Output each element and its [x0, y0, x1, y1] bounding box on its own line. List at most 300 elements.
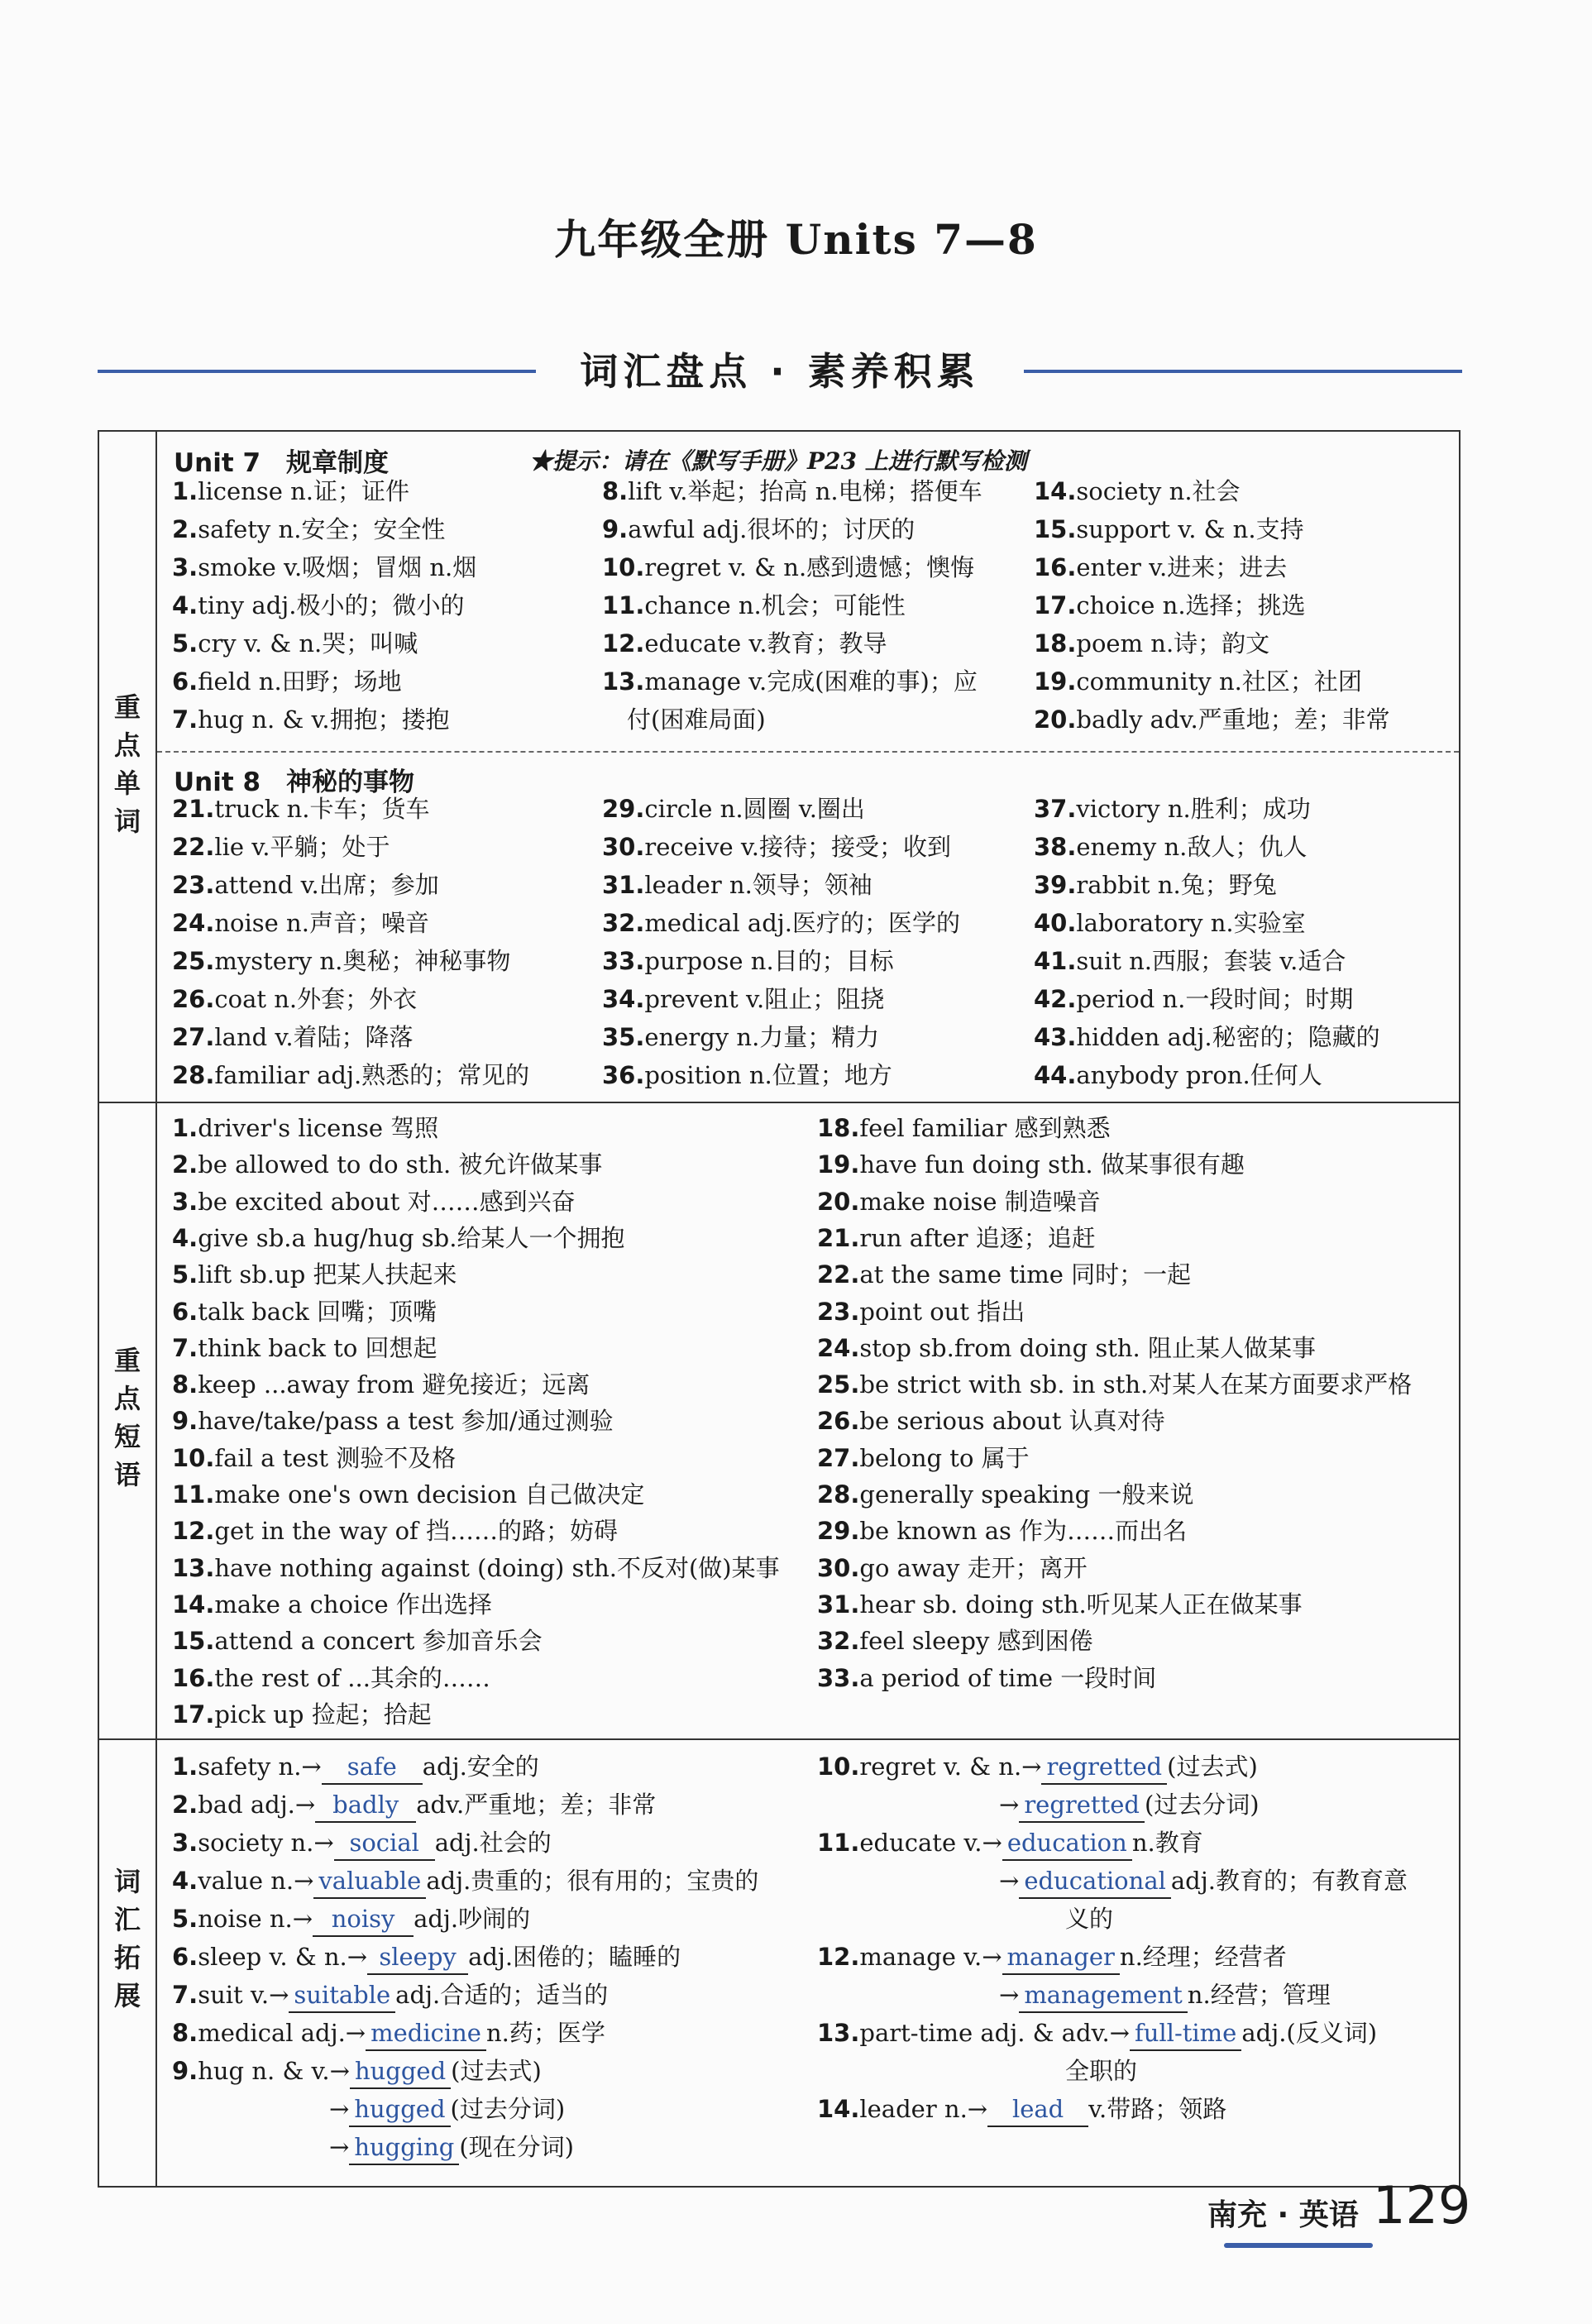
expansion-item	[172, 2016, 605, 2051]
section-banner	[98, 335, 1462, 401]
word-item	[1034, 1021, 1380, 1054]
item-number: 12.	[172, 1517, 215, 1546]
word-item	[1034, 1059, 1322, 1092]
word-item	[172, 906, 429, 940]
item-number: 2.	[172, 1791, 198, 1819]
item-number: 24.	[817, 1333, 860, 1362]
item-number: 7.	[172, 705, 198, 734]
item-number: 18.	[1034, 629, 1077, 658]
phrase-item	[817, 1588, 1303, 1621]
item-text: regret v. & n.感到遗憾；懊悔	[644, 553, 975, 581]
item-number: 7.	[172, 1333, 198, 1362]
item-number: 4.	[172, 1223, 198, 1252]
word-item	[1034, 944, 1346, 978]
item-text: go away 走开；离开	[859, 1553, 1088, 1582]
item-number: 26.	[817, 1407, 860, 1436]
item-number: 35.	[602, 1023, 645, 1051]
item-number: 14.	[817, 2095, 860, 2123]
vocab-table	[98, 430, 1461, 2188]
item-text: at the same time 同时；一起	[859, 1260, 1192, 1289]
item-text: medical adj.医疗的；医学的	[644, 909, 960, 937]
answer-blank: valuable	[313, 1864, 426, 1899]
item-number: 30.	[817, 1553, 860, 1582]
item-number: 33.	[817, 1663, 860, 1692]
word-item	[1034, 703, 1390, 736]
category-char: 短	[113, 1421, 141, 1452]
phrase-item	[172, 1332, 437, 1365]
item-number: 1.	[172, 1114, 198, 1142]
category-char: 汇	[113, 1904, 141, 1935]
expansion-item	[817, 2016, 1377, 2051]
expansion-source: suit v.→	[198, 1981, 289, 2009]
expansion-item	[172, 2054, 542, 2089]
phrase-item	[817, 1112, 1111, 1145]
expansion-meaning: adj.社会的	[434, 1829, 552, 1857]
word-item	[1034, 589, 1306, 622]
page-title: 九年级全册 Units 7—8	[554, 215, 1038, 264]
item-number: 12.	[817, 1943, 860, 1971]
item-number: 9.	[172, 1407, 198, 1436]
expansion-item	[817, 1826, 1203, 1861]
item-text: belong to 属于	[859, 1443, 1030, 1472]
word-item	[602, 551, 974, 584]
item-text: driver's license 驾照	[198, 1114, 439, 1142]
item-number: 7.	[172, 1981, 198, 2009]
item-text: choice n.选择；挑选	[1076, 591, 1306, 619]
phrase-item	[172, 1442, 456, 1475]
hint-text: ★提示：请在《默写手册》P23 上进行默写检测	[529, 447, 1027, 475]
item-number: 6.	[172, 667, 198, 696]
expansion-meaning: (过去分词)	[450, 2095, 566, 2123]
item-number: 21.	[172, 795, 215, 823]
item-text: rabbit n.兔；野兔	[1076, 871, 1277, 899]
item-number: 28.	[817, 1480, 860, 1509]
item-text: coat n.外套；外衣	[214, 985, 418, 1013]
item-text: suit n.西服；套装 v.适合	[1076, 947, 1346, 975]
item-text: society n.社会	[1076, 477, 1241, 505]
answer-blank: safe	[322, 1750, 423, 1785]
item-number: 4.	[172, 1867, 198, 1895]
expansion-item	[817, 2092, 1226, 2127]
category-char: 展	[113, 1980, 141, 2011]
expansion-meaning: 全职的	[1065, 2057, 1138, 2085]
expansion-source: sleep v. & n.→	[198, 1943, 368, 1971]
item-number: 20.	[1034, 705, 1077, 734]
expansion-source: noise n.→	[198, 1905, 313, 1933]
item-number: 8.	[172, 1370, 198, 1399]
item-text: receive v.接待；接受；收到	[644, 833, 952, 861]
word-item	[602, 589, 906, 622]
expansion-item	[172, 1940, 681, 1975]
item-number: 10.	[602, 553, 645, 581]
phrase-item	[172, 1514, 618, 1547]
phrase-item	[817, 1332, 1316, 1365]
item-text: mystery n.奥秘；神秘事物	[214, 947, 511, 975]
item-text: truck n.卡车；货车	[214, 795, 430, 823]
item-text: make noise 制造噪音	[859, 1187, 1101, 1216]
phrase-item	[817, 1404, 1165, 1437]
category-char: 重	[113, 691, 141, 723]
item-number: 2.	[172, 515, 198, 543]
item-text: familiar adj.熟悉的；常见的	[214, 1061, 530, 1089]
item-text: feel sleepy 感到困倦	[859, 1627, 1093, 1656]
word-item	[602, 665, 978, 698]
phrase-item	[817, 1552, 1088, 1585]
phrase-item	[172, 1222, 624, 1255]
phrase-item	[817, 1222, 1096, 1255]
word-item	[1034, 551, 1287, 584]
item-text: field n.田野；场地	[198, 667, 402, 696]
phrase-item	[817, 1624, 1093, 1657]
banner-title: 词汇盘点 · 素养积累	[580, 349, 980, 394]
answer-blank: noisy	[313, 1902, 414, 1937]
expansion-source: manage v.→	[859, 1943, 1002, 1971]
expansion-meaning: adv.严重地；差；非常	[416, 1791, 657, 1819]
item-text: support v. & n.支持	[1076, 515, 1304, 543]
expansion-source: society n.→	[198, 1829, 334, 1857]
expansion-item	[172, 1788, 656, 1823]
expansion-meaning: (现在分词)	[459, 2133, 574, 2161]
item-number: 1.	[172, 1753, 198, 1781]
item-text: safety n.安全；安全性	[198, 515, 446, 543]
category-key-phrases	[99, 1341, 155, 1494]
phrase-item	[817, 1514, 1187, 1547]
word-item	[602, 830, 951, 863]
item-number: 20.	[817, 1187, 860, 1216]
item-text: cry v. & n.哭；叫喊	[198, 629, 418, 658]
expansion-meaning: adj.困倦的；瞌睡的	[468, 1943, 681, 1971]
word-item	[602, 792, 865, 825]
item-number: 23.	[172, 871, 215, 899]
item-text: noise n.声音；噪音	[214, 909, 429, 937]
item-number: 6.	[172, 1297, 198, 1326]
item-text: point out 指出	[859, 1297, 1025, 1326]
expansion-meaning: adj.教育的；有教育意	[1170, 1867, 1408, 1895]
item-number: 8.	[172, 2019, 198, 2047]
item-text: be known as 作为……而出名	[859, 1517, 1188, 1546]
item-number: 25.	[817, 1370, 860, 1399]
category-char: 词	[113, 1866, 141, 1897]
expansion-source: leader n.→	[859, 2095, 988, 2123]
expansion-item	[172, 1902, 530, 1937]
page-number: 129	[1373, 2175, 1471, 2236]
phrase-item	[172, 1258, 457, 1291]
item-number: 19.	[1034, 667, 1077, 696]
item-text: make a choice 作出选择	[214, 1590, 492, 1619]
item-number: 42.	[1034, 985, 1077, 1013]
item-text: be allowed to do sth. 被允许做某事	[198, 1150, 603, 1179]
phrase-item	[172, 1148, 602, 1181]
word-item	[602, 627, 887, 660]
item-number: 16.	[172, 1663, 215, 1692]
item-text: lie v.平躺；处于	[214, 833, 390, 861]
item-number: 22.	[817, 1260, 860, 1289]
item-text: energy n.力量；精力	[644, 1023, 880, 1051]
expansion-source: value n.→	[198, 1867, 314, 1895]
item-text: be strict with sb. in sth.对某人在某方面要求严格	[859, 1370, 1413, 1399]
answer-blank: social	[334, 1826, 435, 1861]
item-text: attend v.出席；参加	[214, 871, 439, 899]
expansion-item	[329, 2092, 565, 2127]
item-number: 11.	[817, 1829, 860, 1857]
item-text: laboratory n.实验室	[1076, 909, 1306, 937]
word-item	[1034, 665, 1362, 698]
expansion-meaning: (过去分词)	[1144, 1791, 1260, 1819]
word-item	[602, 906, 960, 940]
expansion-source: bad adj.→	[198, 1791, 316, 1819]
item-text: lift sb.up 把某人扶起来	[198, 1260, 457, 1289]
item-number: 29.	[817, 1517, 860, 1546]
phrase-item	[172, 1588, 492, 1621]
category-char: 点	[113, 729, 141, 761]
expansion-meaning: n.经营；管理	[1187, 1981, 1331, 2009]
item-text: fail a test 测验不及格	[214, 1443, 457, 1472]
item-text: hug n. & v.拥抱；搂抱	[198, 705, 450, 734]
item-text: have fun doing sth. 做某事很有趣	[859, 1150, 1245, 1179]
expansion-item	[817, 1940, 1287, 1975]
item-number: 30.	[602, 833, 645, 861]
answer-blank: sleepy	[367, 1940, 468, 1975]
phrase-item	[172, 1478, 644, 1511]
item-text: feel familiar 感到熟悉	[859, 1114, 1111, 1142]
item-number: 12.	[602, 629, 645, 658]
phrase-item	[817, 1148, 1245, 1181]
word-item	[172, 983, 417, 1016]
word-item	[172, 1059, 529, 1092]
item-text: enter v.进来；进去	[1076, 553, 1288, 581]
item-number: 13.	[172, 1553, 215, 1582]
word-item	[172, 1021, 414, 1054]
expansion-meaning: n.经理；经营者	[1119, 1943, 1287, 1971]
item-text: chance n.机会；可能性	[644, 591, 906, 619]
expansion-item	[999, 1978, 1331, 2013]
expansion-item	[172, 1826, 552, 1861]
item-number: 9.	[602, 515, 629, 543]
item-text: keep ...away from 避免接近；远离	[198, 1370, 590, 1399]
item-text: make one's own decision 自己做决定	[214, 1480, 645, 1509]
answer-blank: educational	[1019, 1864, 1171, 1899]
item-number: 17.	[172, 1700, 215, 1729]
expansion-item	[1065, 1902, 1113, 1935]
expansion-item	[172, 1978, 608, 2013]
item-text: generally speaking 一般来说	[859, 1480, 1194, 1509]
item-text: purpose n.目的；目标	[644, 947, 894, 975]
item-text: tiny adj.极小的；微小的	[198, 591, 465, 619]
expansion-source: →	[999, 1867, 1020, 1895]
expansion-item	[172, 1864, 758, 1899]
item-number: 15.	[172, 1627, 215, 1656]
item-text: the rest of ...其余的……	[214, 1663, 490, 1692]
phrase-item	[172, 1185, 576, 1218]
phrase-item	[817, 1442, 1030, 1475]
category-char: 重	[113, 1345, 141, 1376]
unit-divider	[157, 751, 1459, 753]
item-text: anybody pron.任何人	[1076, 1061, 1322, 1089]
item-number: 10.	[172, 1443, 215, 1472]
word-item	[1034, 627, 1269, 660]
item-number: 32.	[602, 909, 645, 937]
expansion-item	[817, 1750, 1258, 1785]
expansion-item	[999, 1788, 1260, 1823]
word-item	[602, 513, 915, 546]
word-item	[172, 589, 464, 622]
expansion-meaning: (过去式)	[1167, 1753, 1258, 1781]
word-item	[172, 830, 390, 863]
item-number: 8.	[602, 477, 629, 505]
item-text: circle n.圆圈 v.圈出	[644, 795, 865, 823]
item-number: 33.	[602, 947, 645, 975]
item-text: awful adj.很坏的；讨厌的	[628, 515, 916, 543]
answer-blank: badly	[315, 1788, 416, 1823]
category-char: 点	[113, 1383, 141, 1414]
item-number: 31.	[602, 871, 645, 899]
item-number: 32.	[817, 1627, 860, 1656]
item-number: 27.	[817, 1443, 860, 1472]
word-item	[602, 944, 894, 978]
item-text: manage v.完成(困难的事)；应	[644, 667, 978, 696]
answer-blank: medicine	[366, 2016, 486, 2051]
expansion-source: medical adj.→	[198, 2019, 366, 2047]
item-text: stop sb.from doing sth. 阻止某人做某事	[859, 1333, 1316, 1362]
word-item	[602, 475, 982, 508]
item-text: enemy n.敌人；仇人	[1076, 833, 1308, 861]
item-text: license n.证；证件	[198, 477, 409, 505]
expansion-item	[172, 1750, 539, 1785]
word-item	[172, 627, 418, 660]
item-number: 31.	[817, 1590, 860, 1619]
item-text: community n.社区；社团	[1076, 667, 1362, 696]
item-text: leader n.领导；领袖	[644, 871, 872, 899]
word-item	[1034, 983, 1353, 1016]
category-char: 语	[113, 1459, 141, 1490]
item-number: 26.	[172, 985, 215, 1013]
category-char: 拓	[113, 1942, 141, 1973]
item-number: 14.	[1034, 477, 1077, 505]
expansion-source: educate v.→	[859, 1829, 1002, 1857]
item-text: 付(困难局面)	[627, 705, 766, 734]
expansion-source: →	[329, 2095, 350, 2123]
expansion-meaning: adj.吵闹的	[414, 1905, 531, 1933]
item-number: 37.	[1034, 795, 1077, 823]
footer-label: 南充 · 英语	[1207, 2198, 1359, 2232]
item-number: 29.	[602, 795, 645, 823]
word-item	[602, 1021, 879, 1054]
expansion-meaning: adj.合适的；适当的	[395, 1981, 609, 2009]
answer-blank: full-time	[1130, 2016, 1241, 2051]
phrase-item	[172, 1662, 490, 1695]
category-char: 词	[113, 806, 141, 837]
answer-blank: hugged	[349, 2092, 450, 2127]
unit8-heading: Unit 8 神秘的事物	[174, 767, 415, 797]
item-number: 21.	[817, 1223, 860, 1252]
item-number: 5.	[172, 1905, 198, 1933]
item-text: run after 追逐；追赶	[859, 1223, 1096, 1252]
item-number: 13.	[602, 667, 645, 696]
item-number: 3.	[172, 1187, 198, 1216]
item-text: badly adv.严重地；差；非常	[1076, 705, 1390, 734]
word-item	[1034, 906, 1306, 940]
item-number: 27.	[172, 1023, 215, 1051]
item-number: 5.	[172, 1260, 198, 1289]
expansion-source: →	[999, 1981, 1020, 2009]
item-number: 11.	[172, 1480, 215, 1509]
expansion-item	[329, 2130, 574, 2165]
item-number: 10.	[817, 1753, 860, 1781]
phrase-item	[172, 1552, 780, 1585]
item-text: lift v.举起；抬高 n.电梯；搭便车	[628, 477, 982, 505]
expansion-source: →	[329, 2133, 350, 2161]
item-number: 16.	[1034, 553, 1077, 581]
word-item	[627, 703, 766, 736]
item-number: 6.	[172, 1943, 198, 1971]
expansion-source: hug n. & v.→	[198, 2057, 350, 2085]
item-number: 36.	[602, 1061, 645, 1089]
item-text: be serious about 认真对待	[859, 1407, 1165, 1436]
item-text: land v.着陆；降落	[214, 1023, 414, 1051]
phrase-item	[817, 1185, 1101, 1218]
expansion-meaning: 义的	[1065, 1905, 1114, 1933]
expansion-item	[999, 1864, 1408, 1899]
answer-blank: hugged	[350, 2054, 451, 2089]
item-number: 4.	[172, 591, 198, 619]
item-number: 11.	[602, 591, 645, 619]
word-item	[172, 513, 445, 546]
item-text: period n.一段时间；时期	[1076, 985, 1354, 1013]
item-text: hidden adj.秘密的；隐藏的	[1076, 1023, 1380, 1051]
item-number: 38.	[1034, 833, 1077, 861]
item-number: 41.	[1034, 947, 1077, 975]
word-item	[1034, 868, 1277, 901]
item-text: prevent v.阻止；阻挠	[644, 985, 885, 1013]
item-number: 1.	[172, 477, 198, 505]
phrase-item	[817, 1295, 1025, 1328]
word-item	[172, 868, 439, 901]
word-item	[1034, 513, 1304, 546]
word-item	[602, 868, 872, 901]
item-text: a period of time 一段时间	[859, 1663, 1157, 1692]
word-item	[1034, 792, 1311, 825]
item-number: 15.	[1034, 515, 1077, 543]
expansion-meaning: adj.安全的	[422, 1753, 539, 1781]
phrase-item	[172, 1368, 590, 1401]
item-number: 22.	[172, 833, 215, 861]
column-divider	[155, 432, 157, 2186]
expansion-meaning: n.教育	[1131, 1829, 1203, 1857]
phrase-item	[817, 1478, 1193, 1511]
expansion-source: →	[999, 1791, 1020, 1819]
answer-blank: suitable	[289, 1978, 395, 2013]
answer-blank: management	[1019, 1978, 1187, 2013]
phrase-item	[817, 1368, 1412, 1401]
category-char: 单	[113, 767, 141, 799]
item-text: hear sb. doing sth.听见某人正在做某事	[859, 1590, 1303, 1619]
item-number: 44.	[1034, 1061, 1077, 1089]
item-text: pick up 捡起；拾起	[214, 1700, 432, 1729]
expansion-meaning: v.带路；领路	[1088, 2095, 1227, 2123]
word-item	[172, 551, 476, 584]
phrase-item	[172, 1404, 614, 1437]
unit7-heading: Unit 7 规章制度	[174, 448, 390, 478]
item-number: 5.	[172, 629, 198, 658]
item-text: victory n.胜利；成功	[1076, 795, 1311, 823]
item-text: position n.位置；地方	[644, 1061, 892, 1089]
item-number: 17.	[1034, 591, 1077, 619]
expansion-source: regret v. & n.→	[859, 1753, 1042, 1781]
word-item	[172, 703, 450, 736]
item-text: get in the way of 挡……的路；妨碍	[214, 1517, 618, 1546]
item-number: 3.	[172, 553, 198, 581]
answer-blank: regretted	[1019, 1788, 1145, 1823]
